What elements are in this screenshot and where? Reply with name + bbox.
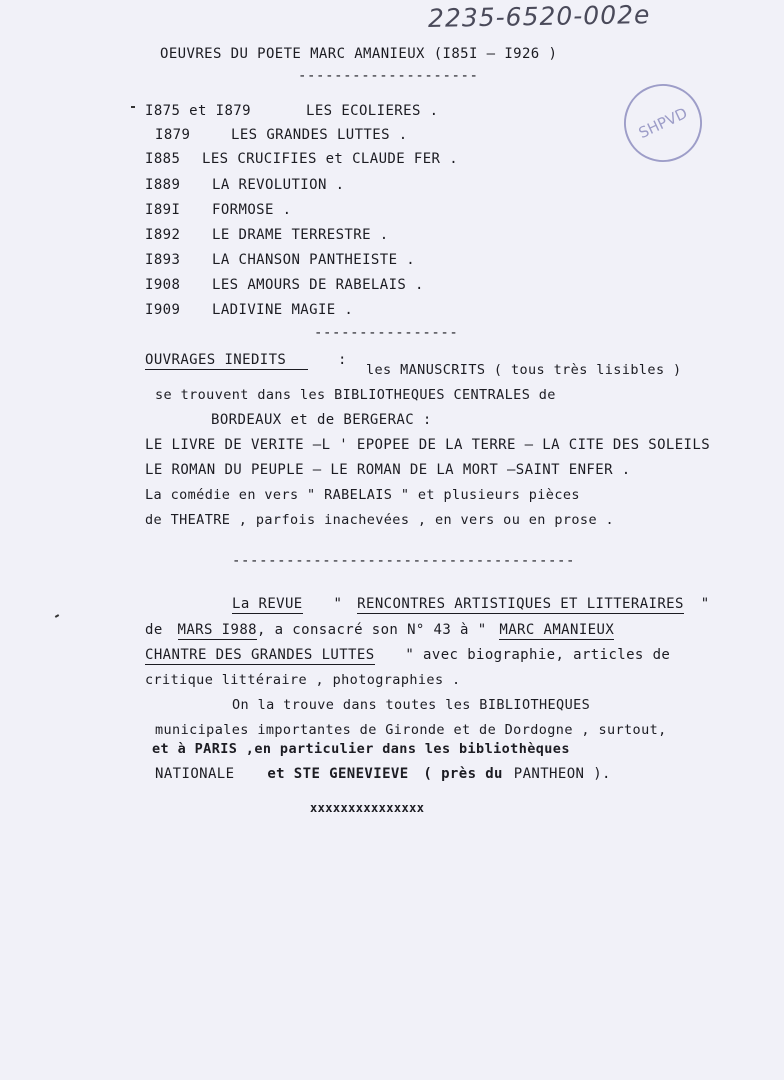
inedits-line-7: de THEATRE , parfois inachevées , en vers ou en prose . <box>145 512 615 528</box>
work-item <box>155 127 408 143</box>
revue-line-7: et à PARIS ,en particulier dans les bibliothèques <box>152 741 570 757</box>
work-year: I879 <box>155 127 191 143</box>
work-item <box>145 151 459 167</box>
work-year: I892 <box>145 227 181 243</box>
work-title: LES AMOURS DE RABELAIS . <box>212 277 424 293</box>
inedits-line-3: BORDEAUX et de BERGERAC : <box>211 412 432 428</box>
inedits-line-4: LE LIVRE DE VERITE –L ' EPOPEE DE LA TERRE – LA CITE DES SOLEILS <box>145 437 711 453</box>
inedits-line-1: les MANUSCRITS ( tous très lisibles ) <box>366 362 682 378</box>
work-title: LES GRANDES LUTTES . <box>231 127 408 143</box>
revue-de: de <box>145 622 163 638</box>
work-item <box>145 277 424 293</box>
inedits-colon: : <box>338 352 347 368</box>
inedits-line-5: LE ROMAN DU PEUPLE – LE ROMAN DE LA MORT –SAINT ENFER . <box>145 462 631 478</box>
work-year: I875 et I879 <box>145 103 251 119</box>
revue-la: La REVUE <box>232 596 303 612</box>
margin-mark <box>131 106 135 108</box>
separator-1: -------------------- <box>298 68 479 84</box>
revue-pres-du: ( près du <box>423 766 503 782</box>
work-item <box>145 302 354 318</box>
work-item <box>145 177 345 193</box>
inedits-heading-line <box>145 352 347 368</box>
margin-mark <box>55 614 59 618</box>
work-year: I893 <box>145 252 181 268</box>
revue-name: RENCONTRES ARTISTIQUES ET LITTERAIRES <box>357 596 684 612</box>
work-year: I908 <box>145 277 181 293</box>
work-title: LA CHANSON PANTHEISTE . <box>212 252 416 268</box>
work-year: I909 <box>145 302 181 318</box>
revue-line-2 <box>145 622 614 638</box>
revue-line-8 <box>155 766 611 782</box>
work-item <box>145 103 439 119</box>
library-stamp: SHPVD <box>611 71 715 175</box>
work-title: LE DRAME TERRESTRE . <box>212 227 389 243</box>
revue-line-5: On la trouve dans toutes les BIBLIOTHEQUES <box>232 697 591 713</box>
revue-subject: MARC AMANIEUX <box>499 622 615 638</box>
revue-date: MARS I988 <box>177 622 257 638</box>
end-mark: xxxxxxxxxxxxxxx <box>310 801 425 815</box>
work-title: LES ECOLIERES . <box>306 103 439 119</box>
revue-ste-genevieve: et STE GENEVIEVE <box>267 766 409 782</box>
work-year: I889 <box>145 177 181 193</box>
revue-consacre: , a consacré son N° 43 à " <box>256 622 487 638</box>
work-title: LA REVOLUTION . <box>212 177 345 193</box>
document-title: OEUVRES DU POETE MARC AMANIEUX (I85I – I926 ) <box>160 46 558 62</box>
work-title: LADIVINE MAGIE . <box>212 302 354 318</box>
inedits-line-6: La comédie en vers " RABELAIS " et plusieurs pièces <box>145 487 580 503</box>
handwritten-reference: 2235-6520-002e <box>427 0 651 33</box>
quote-open: " <box>333 596 343 612</box>
work-item <box>145 227 389 243</box>
quote-close: " <box>700 596 710 612</box>
work-year: I89I <box>145 202 181 218</box>
revue-line-1 <box>232 596 710 612</box>
revue-pantheon: PANTHEON ). <box>513 766 611 782</box>
revue-nationale: NATIONALE <box>155 766 235 782</box>
revue-line-6: municipales importantes de Gironde et de Dordogne , surtout, <box>155 722 667 738</box>
work-title: FORMOSE . <box>212 202 292 218</box>
work-year: I885 <box>145 151 181 167</box>
revue-line-4: critique littéraire , photographies . <box>145 672 461 688</box>
work-item <box>145 202 292 218</box>
separator-2: ---------------- <box>314 325 459 341</box>
work-item <box>145 252 416 268</box>
separator-3: -------------------------------------- <box>232 553 576 569</box>
inedits-heading: OUVRAGES INEDITS <box>145 352 308 370</box>
revue-chantre: CHANTRE DES GRANDES LUTTES <box>145 647 375 663</box>
revue-after-chantre: " avec biographie, articles de <box>405 647 671 663</box>
work-title: LES CRUCIFIES et CLAUDE FER . <box>202 151 459 167</box>
revue-line-3 <box>145 647 670 663</box>
inedits-line-2: se trouvent dans les BIBLIOTHEQUES CENTRALES de <box>155 387 556 403</box>
